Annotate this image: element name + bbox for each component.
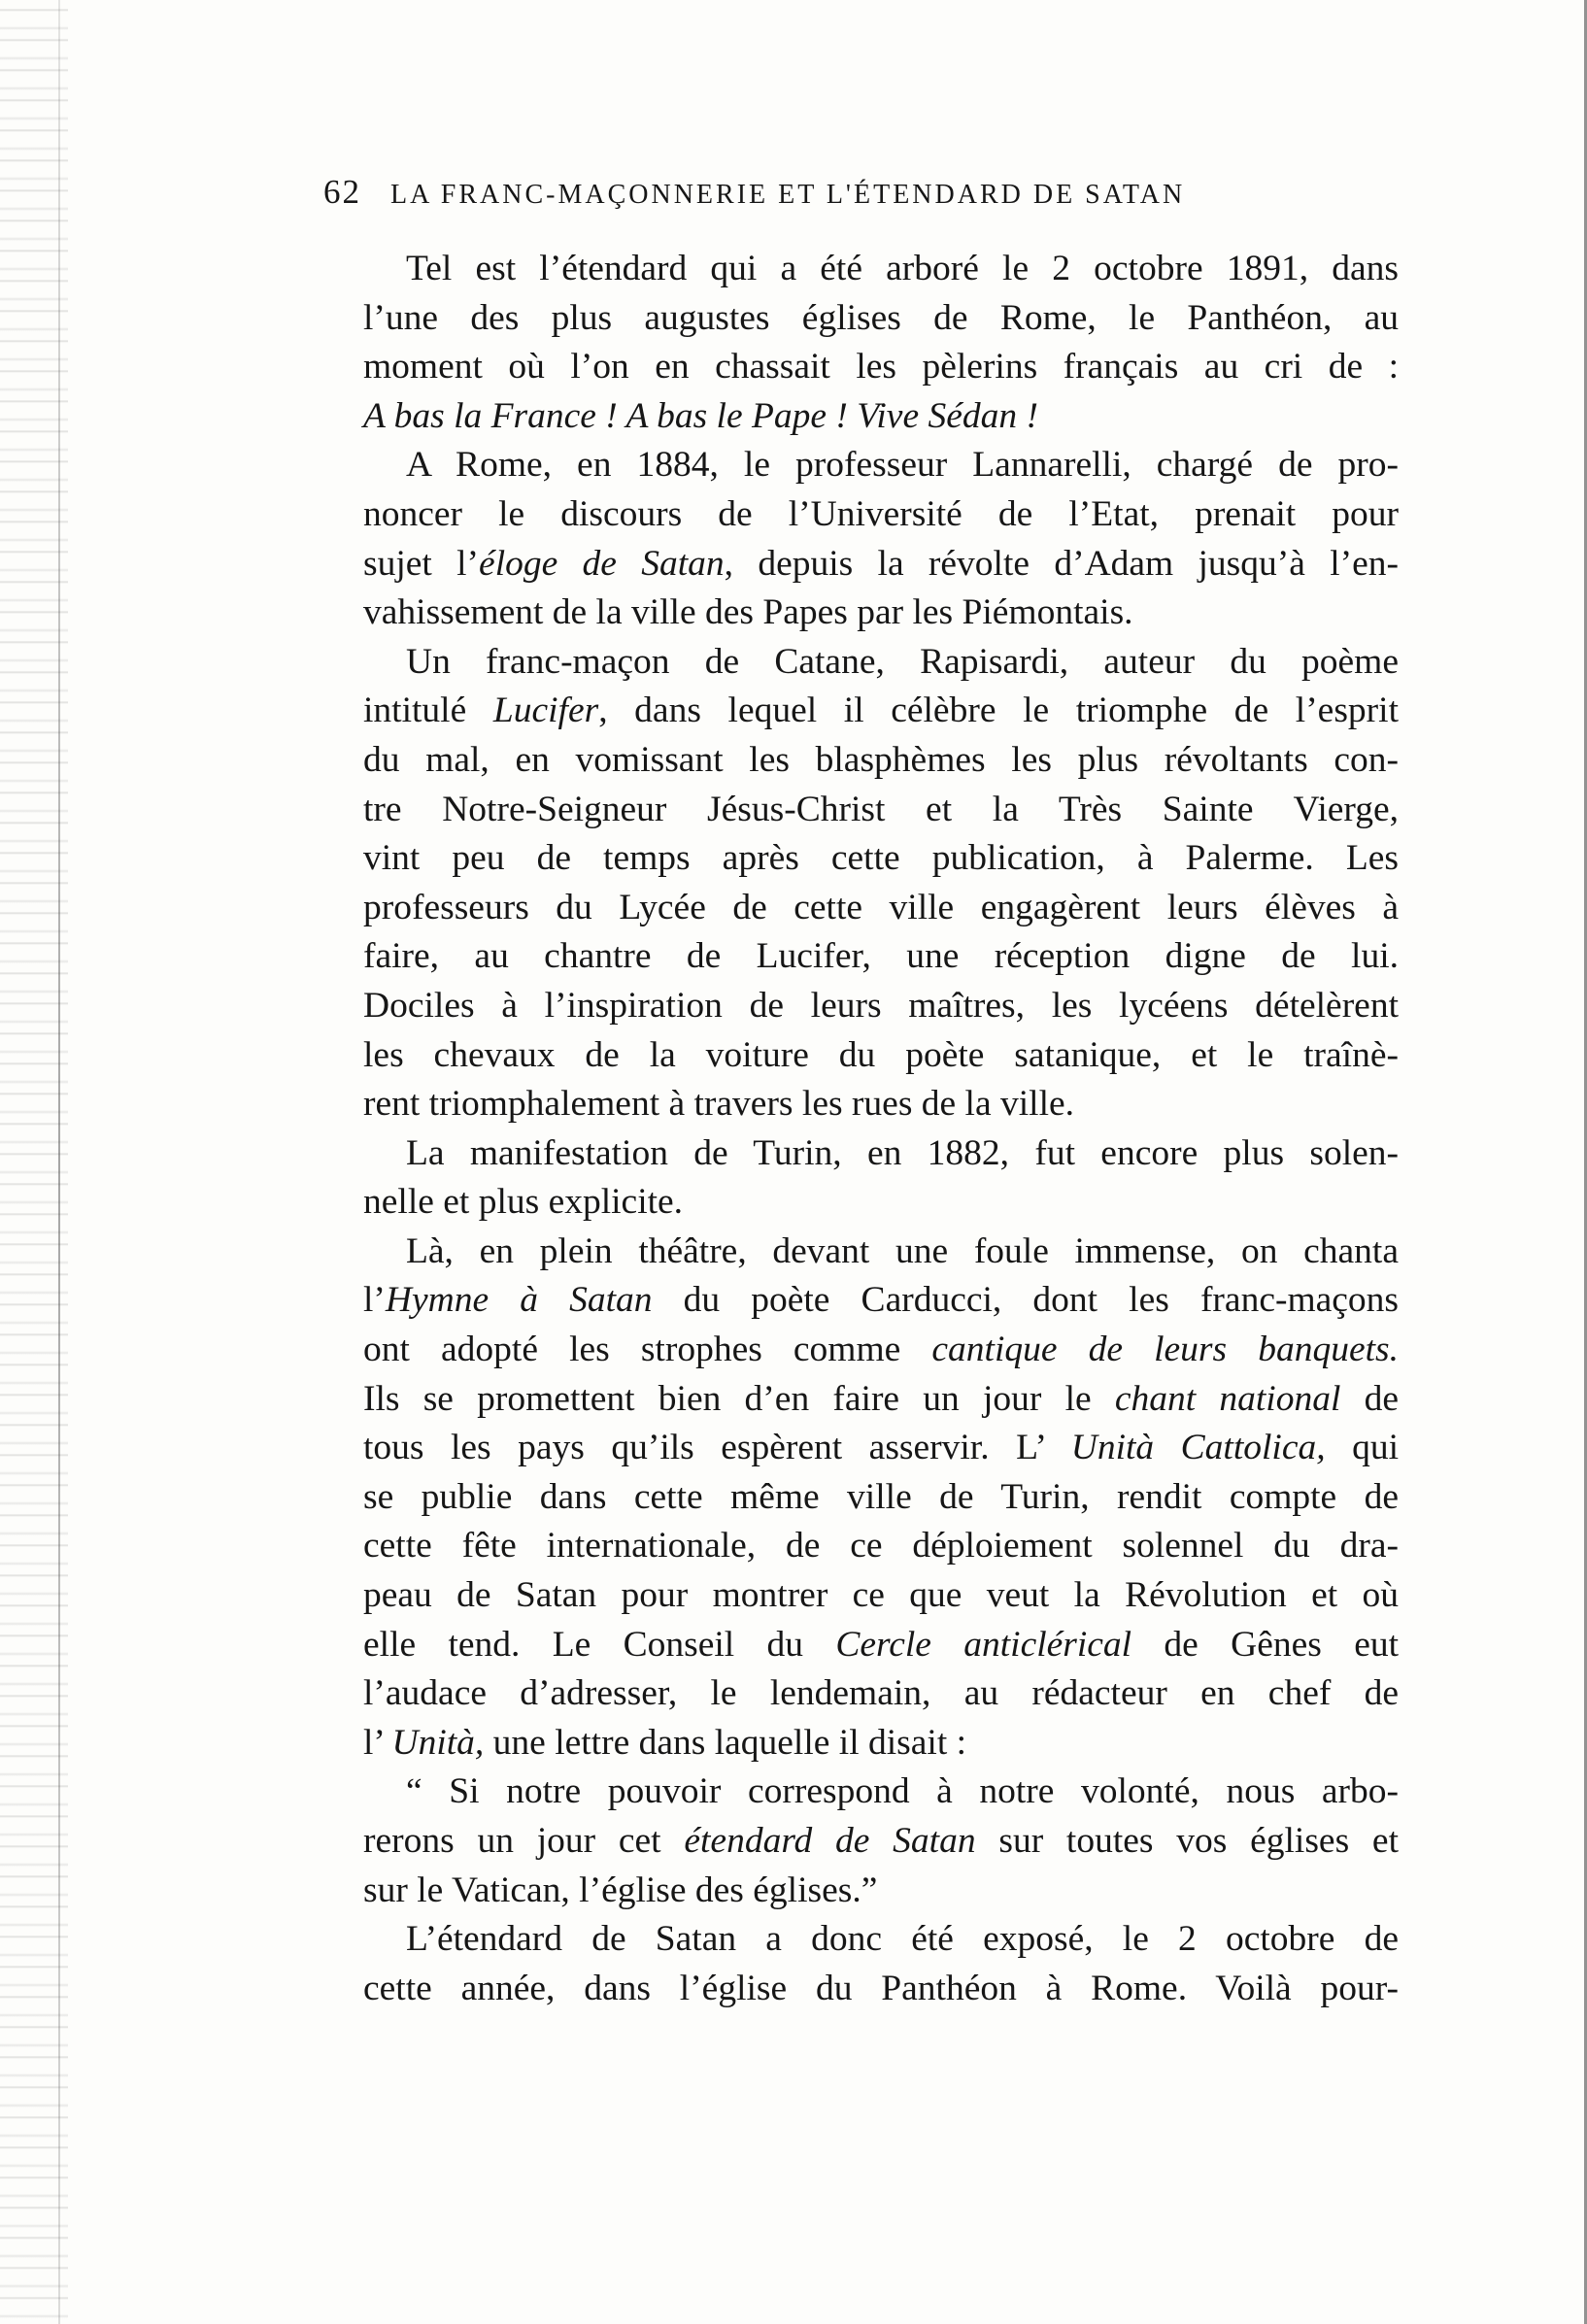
text-line: La manifestation de Turin, en 1882, fut encore plus solen- [406,1132,1399,1173]
text-line: Dociles à l’inspiration de leurs maîtres, les lycéens dételèrent [363,985,1399,1026]
text-line: vint peu de temps après cette publication, à Palerme. Les [363,838,1399,879]
text-line [321,1424,1399,1473]
text-line: Là, en plein théâtre, devant une foule immense, on chanta [406,1230,1399,1271]
text-run: sur toutes vos églises et [975,1821,1399,1861]
text-line [321,1817,1399,1867]
italic-text: Hymne à Satan [385,1280,653,1321]
italic-text: Unità Cattolica, [1070,1428,1326,1468]
quotation-paragraph [321,1768,1399,1915]
page-number: 62 [323,173,361,211]
text-line: peau de Satan pour montrer ce que veut la Révolution et où [363,1575,1399,1616]
text-run: elle tend. Le Conseil du [363,1624,836,1665]
text-run: intitulé [363,690,493,731]
text-line: tre Notre-Seigneur Jésus-Christ et la Très Sainte Vierge, [363,789,1399,829]
running-header [323,173,1343,227]
text-line: nelle et plus explicite. [363,1182,684,1223]
text-line: noncer le discours de l’Université de l’Etat, prenait pour [363,493,1399,534]
text-line: L’étendard de Satan a donc été exposé, le 2 octobre de [406,1919,1399,1960]
italic-text: Cercle anticlérical [835,1624,1132,1665]
text-line: rent triomphalement à travers les rues de la ville. [363,1084,1075,1125]
text-run: sujet l’ [363,543,480,584]
text-line: Tel est l’étendard qui a été arboré le 2 octobre 1891, dans [406,249,1399,288]
text-line: faire, au chantre de Lucifer, une réception digne de lui. [363,936,1399,977]
text-line [321,540,1399,589]
text-run: de Gênes eut [1131,1624,1400,1665]
binding-edge [58,0,60,2324]
text-line: du mal, en vomissant les blasphèmes les plus révoltants con- [363,739,1399,780]
text-line: cette fête internationale, de ce déploiement solennel du dra- [363,1526,1399,1566]
text-line [321,687,1399,736]
italic-text: Unità, [391,1722,485,1763]
text-run: , dans lequel il célèbre le triomphe de l’esprit [598,690,1399,731]
text-line [321,1326,1399,1375]
text-run: tous les pays qu’ils espèrent asservir. L’ [363,1428,1071,1468]
text-run: rerons un jour cet [363,1821,685,1861]
text-line: moment où l’on en chassait les pèlerins français au cri de : [363,347,1399,387]
text-run: ont adopté les strophes comme [363,1330,932,1370]
text-line [321,1719,1399,1768]
paragraph [321,441,1399,637]
italic-text: étendard de Satan [684,1821,976,1861]
paragraph [321,245,1399,441]
italic-text: A bas la France ! A bas le Pape ! Vive Sédan ! [363,395,1038,436]
italic-text: cantique de leurs banquets. [931,1330,1399,1370]
text-line: se publie dans cette même ville de Turin, rendit compte de [363,1476,1399,1517]
text-run: l’ [363,1722,392,1763]
text-line: vahissement de la ville des Papes par les Piémontais. [363,592,1133,633]
running-head-title: LA FRANC-MAÇONNERIE ET L'ÉTENDARD DE SATAN [390,180,1186,210]
text-line: sur le Vatican, l’église des églises.” [363,1869,878,1910]
text-line: “ Si notre pouvoir correspond à notre volonté, nous arbo- [406,1771,1399,1812]
text-run: qui [1325,1428,1399,1468]
italic-text: chant national [1114,1378,1341,1419]
text-run: une lettre dans laquelle il disait : [484,1722,967,1763]
text-line: professeurs du Lycée de cette ville engagèrent leurs élèves à [363,887,1399,927]
italic-text: Lucifer [492,690,599,731]
paragraph [321,1915,1399,2013]
text-line [321,392,1399,442]
text-line: l’audace d’adresser, le lendemain, au rédacteur en chef de [363,1673,1399,1714]
text-line [321,1375,1399,1425]
text-line: les chevaux de la voiture du poète satanique, et le traînè- [363,1034,1399,1075]
text-run: , depuis la révolte d’Adam jusqu’à l’en- [724,543,1399,584]
text-line: Un franc-maçon de Catane, Rapisardi, auteur du poème [406,641,1399,682]
text-line: cette année, dans l’église du Panthéon à Rome. Voilà pour- [363,1968,1399,2008]
paragraph [321,1228,1399,1768]
italic-text: éloge de Satan [479,543,725,584]
body-text [321,245,1399,2013]
text-run: du poète Carducci, dont les franc-maçons [652,1280,1399,1321]
text-line [321,1276,1399,1326]
text-line [321,1621,1399,1670]
paragraph [321,638,1399,1129]
text-run: de [1340,1378,1399,1419]
text-line: A Rome, en 1884, le professeur Lannarelli, chargé de pro- [406,445,1399,486]
paragraph [321,1129,1399,1228]
text-run: Ils se promettent bien d’en faire un jour le [363,1378,1115,1419]
text-line: l’une des plus augustes églises de Rome, le Panthéon, au [363,297,1399,338]
text-run: l’ [363,1280,386,1321]
